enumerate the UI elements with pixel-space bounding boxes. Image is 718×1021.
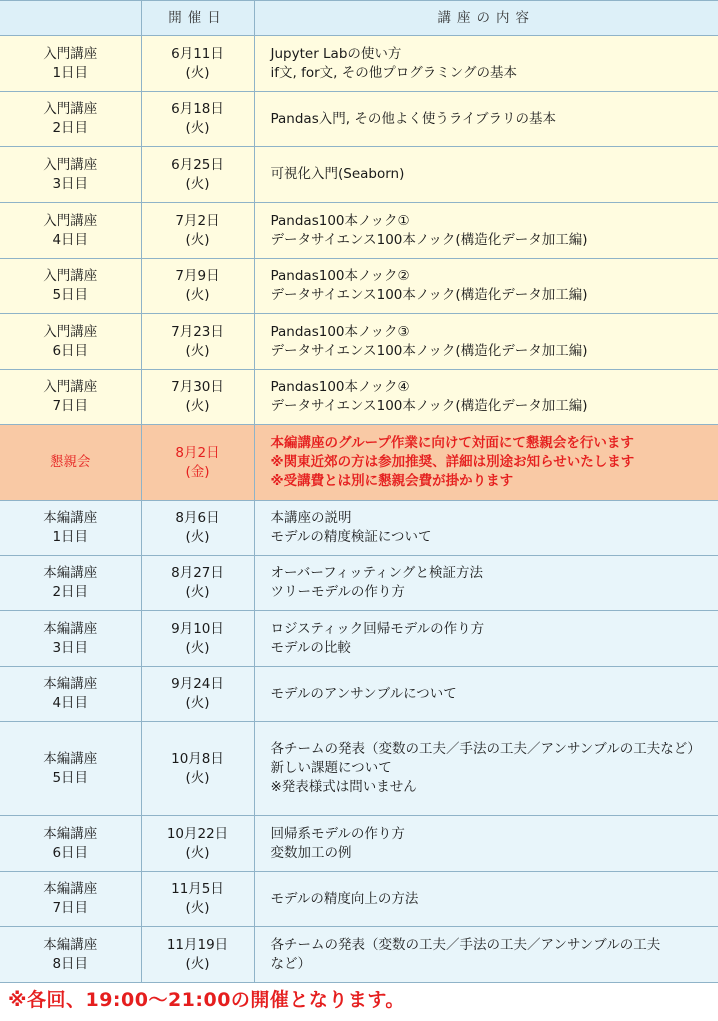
content-cell	[254, 259, 718, 314]
date-cell-line: (火)	[185, 529, 210, 545]
date-cell-line: 11月19日	[166, 936, 229, 953]
content-cell-line: データサイエンス100本ノック(構造化データ加工編)	[270, 231, 588, 248]
content-cell	[254, 927, 718, 983]
session-cell-line: 4日目	[52, 231, 89, 248]
session-cell-line: 本編講座	[43, 510, 98, 526]
session-cell-line: 入門講座	[43, 156, 98, 173]
date-cell-line: 8月6日	[175, 510, 220, 526]
session-cell-line: 本編講座	[43, 881, 98, 897]
date-cell	[141, 147, 254, 203]
content-cell-line: モデルのアンサンブルについて	[270, 685, 457, 702]
content-cell	[254, 36, 718, 92]
date-cell	[141, 556, 254, 611]
date-cell-line: (火)	[185, 287, 210, 303]
table-row	[0, 872, 718, 927]
session-cell	[0, 92, 141, 147]
content-cell-line: モデルの精度検証について	[270, 529, 432, 545]
date-cell	[141, 36, 254, 92]
date-cell	[141, 92, 254, 147]
table-row	[0, 501, 718, 556]
session-cell-line: 7日目	[52, 900, 89, 916]
content-cell-line: Pandas100本ノック①	[270, 212, 410, 229]
date-cell-line: 7月23日	[171, 323, 224, 340]
session-cell	[0, 667, 141, 722]
session-cell	[0, 370, 141, 425]
content-cell	[254, 667, 718, 722]
session-cell-line: 2日目	[52, 584, 89, 600]
session-cell	[0, 927, 141, 983]
date-cell-line: (金)	[185, 463, 210, 480]
date-cell-line: (火)	[185, 120, 210, 136]
content-cell-line: ツリーモデルの作り方	[270, 584, 405, 600]
date-cell-line: 10月8日	[171, 750, 224, 767]
session-cell	[0, 611, 141, 667]
content-cell	[254, 203, 718, 259]
session-cell-line: 本編講座	[43, 620, 98, 637]
date-cell	[141, 667, 254, 722]
session-cell-line: 懇親会	[50, 454, 91, 470]
schedule-footnote: ※各回、19:00～21:00の開催となります。	[8, 989, 405, 1011]
content-cell	[254, 556, 718, 611]
session-cell-line: 8日目	[52, 955, 89, 972]
session-cell-line: 1日目	[52, 64, 89, 81]
date-cell-line: (火)	[185, 769, 210, 786]
date-cell-line: (火)	[185, 175, 210, 192]
session-cell-line: 本編講座	[43, 750, 98, 767]
table-row	[0, 36, 718, 92]
table-row	[0, 92, 718, 147]
date-cell	[141, 314, 254, 370]
date-cell	[141, 501, 254, 556]
session-cell-line: 本編講座	[43, 676, 98, 692]
session-cell	[0, 816, 141, 872]
content-cell-line: ※受講費とは別に懇親会費が掛かります	[270, 473, 514, 489]
table-row	[0, 667, 718, 722]
content-cell-line: モデルの比較	[270, 639, 351, 656]
content-cell-line: データサイエンス100本ノック(構造化データ加工編)	[270, 398, 588, 414]
session-cell	[0, 425, 141, 501]
content-cell-line: 変数加工の例	[270, 844, 352, 861]
date-cell-line: 6月11日	[171, 45, 224, 62]
date-cell-line: 10月22日	[166, 825, 229, 842]
content-cell	[254, 92, 718, 147]
table-row	[0, 556, 718, 611]
session-cell	[0, 36, 141, 92]
content-cell-line: 本講座の説明	[270, 510, 352, 526]
date-cell-line: 8月27日	[171, 565, 224, 581]
session-cell-line: 7日目	[52, 398, 89, 414]
date-cell-line: 11月5日	[171, 881, 224, 897]
session-cell-line: 入門講座	[43, 323, 98, 340]
date-cell-line: (火)	[185, 64, 210, 81]
session-cell	[0, 501, 141, 556]
content-cell-line: ※関東近郊の方は参加推奨、詳細は別途お知らせいたします	[270, 454, 635, 470]
session-cell-line: 4日目	[52, 695, 89, 711]
table-row	[0, 203, 718, 259]
session-cell-line: 本編講座	[43, 825, 98, 842]
session-cell	[0, 147, 141, 203]
header-session	[0, 1, 141, 36]
content-cell-line: Jupyter Labの使い方	[270, 45, 402, 62]
date-cell-line: (火)	[185, 844, 210, 861]
header-content: 講座の内容	[254, 1, 718, 36]
date-cell-line: 6月18日	[171, 101, 224, 117]
session-cell	[0, 556, 141, 611]
content-cell-line: ※発表様式は問いません	[270, 779, 417, 795]
session-cell-line: 入門講座	[43, 212, 98, 229]
content-cell-line: オーバーフィッティングと検証方法	[270, 565, 483, 581]
session-cell-line: 入門講座	[43, 45, 98, 62]
table-row	[0, 425, 718, 501]
date-cell	[141, 872, 254, 927]
session-cell-line: 6日目	[52, 844, 89, 861]
content-cell	[254, 147, 718, 203]
content-cell	[254, 501, 718, 556]
date-cell	[141, 927, 254, 983]
table-row	[0, 722, 718, 816]
content-cell	[254, 872, 718, 927]
content-cell-line: など）	[270, 955, 311, 972]
date-cell-line: (火)	[185, 955, 210, 972]
content-cell-line: 新しい課題について	[270, 760, 392, 776]
date-cell	[141, 259, 254, 314]
session-cell-line: 本編講座	[43, 565, 98, 581]
date-cell-line: (火)	[185, 695, 210, 711]
session-cell-line: 5日目	[52, 287, 89, 303]
table-row	[0, 927, 718, 983]
content-cell-line: Pandas100本ノック④	[270, 379, 410, 395]
content-cell-line: 可視化入門(Seaborn)	[270, 166, 405, 182]
content-cell-line: if文, for文, その他プログラミングの基本	[270, 64, 517, 81]
date-cell-line: 6月25日	[171, 156, 224, 173]
table-row	[0, 314, 718, 370]
date-cell	[141, 203, 254, 259]
session-cell	[0, 203, 141, 259]
session-cell-line: 入門講座	[43, 101, 98, 117]
content-cell-line: 本編講座のグループ作業に向けて対面にて懇親会を行います	[270, 435, 634, 451]
date-cell	[141, 611, 254, 667]
content-cell	[254, 722, 718, 816]
date-cell-line: (火)	[185, 231, 210, 248]
session-cell-line: 入門講座	[43, 379, 98, 395]
content-cell-line: Pandas100本ノック②	[270, 268, 410, 284]
table-row	[0, 147, 718, 203]
table-row	[0, 611, 718, 667]
content-cell	[254, 611, 718, 667]
date-cell	[141, 816, 254, 872]
content-cell	[254, 370, 718, 425]
date-cell-line: (火)	[185, 342, 210, 359]
session-cell-line: 3日目	[52, 175, 89, 192]
content-cell	[254, 816, 718, 872]
content-cell-line: データサイエンス100本ノック(構造化データ加工編)	[270, 342, 588, 359]
session-cell-line: 6日目	[52, 342, 89, 359]
date-cell-line: 7月9日	[175, 268, 220, 284]
content-cell-line: Pandas100本ノック③	[270, 323, 410, 340]
date-cell-line: (火)	[185, 398, 210, 414]
content-cell-line: 各チームの発表（変数の工夫／手法の工夫／アンサンブルの工夫など）	[270, 741, 701, 757]
session-cell	[0, 722, 141, 816]
date-cell	[141, 370, 254, 425]
date-cell-line: 7月30日	[171, 379, 224, 395]
table-header-row	[0, 1, 718, 36]
date-cell-line: 7月2日	[175, 212, 220, 229]
content-cell	[254, 425, 718, 501]
session-cell-line: 5日目	[52, 769, 89, 786]
session-cell-line: 3日目	[52, 639, 89, 656]
date-cell-line: 9月10日	[171, 620, 224, 637]
date-cell-line: 8月2日	[175, 444, 220, 461]
session-cell-line: 本編講座	[43, 936, 98, 953]
table-row	[0, 370, 718, 425]
content-cell-line: モデルの精度向上の方法	[270, 890, 419, 907]
session-cell-line: 入門講座	[43, 268, 98, 284]
content-cell-line: データサイエンス100本ノック(構造化データ加工編)	[270, 287, 588, 303]
date-cell-line: (火)	[185, 900, 210, 916]
session-cell-line: 2日目	[52, 120, 89, 136]
table-row	[0, 259, 718, 314]
content-cell	[254, 314, 718, 370]
content-cell-line: 各チームの発表（変数の工夫／手法の工夫／アンサンブルの工夫	[270, 936, 661, 953]
header-date: 開催日	[141, 1, 254, 36]
content-cell-line: ロジスティック回帰モデルの作り方	[270, 620, 485, 637]
date-cell-line: (火)	[185, 639, 210, 656]
content-cell-line: Pandas入門, その他よく使うライブラリの基本	[270, 110, 557, 127]
table-row	[0, 816, 718, 872]
content-cell-line: 回帰系モデルの作り方	[270, 825, 405, 842]
session-cell	[0, 872, 141, 927]
date-cell-line: 9月24日	[171, 676, 224, 692]
date-cell-line: (火)	[185, 584, 210, 600]
date-cell	[141, 425, 254, 501]
date-cell	[141, 722, 254, 816]
session-cell-line: 1日目	[52, 529, 89, 545]
session-cell	[0, 259, 141, 314]
session-cell	[0, 314, 141, 370]
